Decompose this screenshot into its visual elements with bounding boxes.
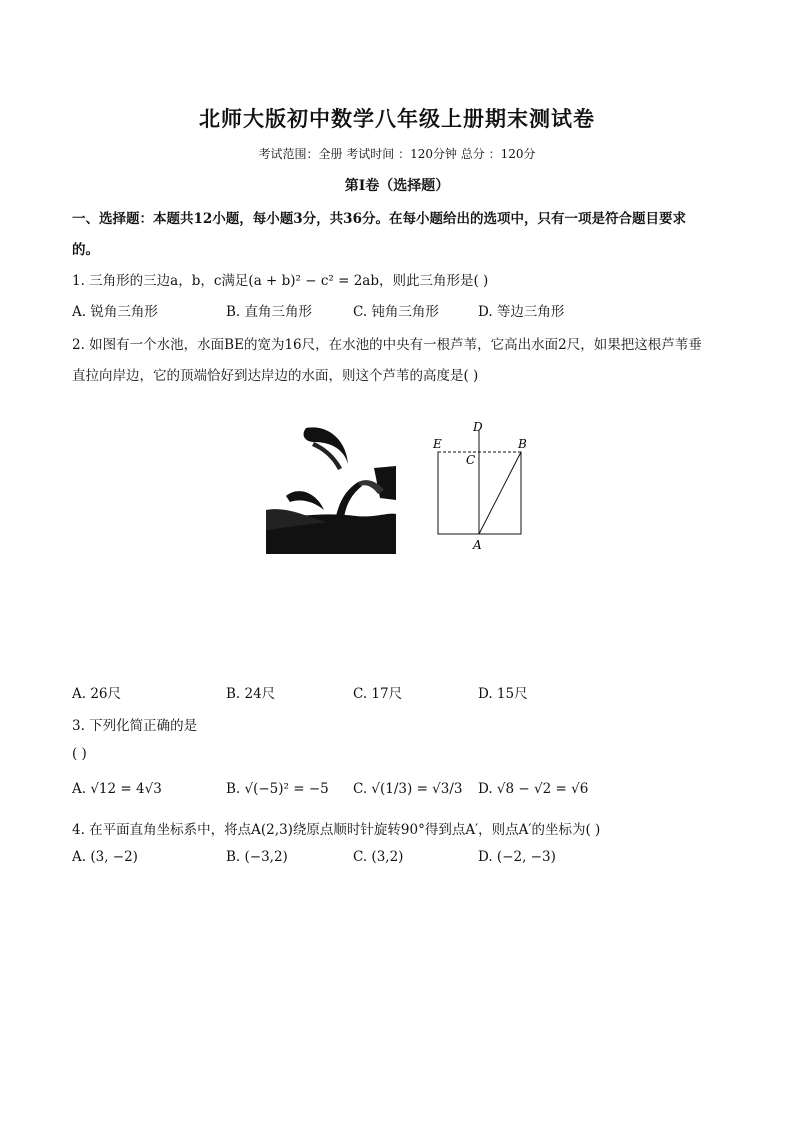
question-1-option-b: B. 直角三角形 — [226, 304, 313, 320]
question-4-stem: 4. 在平面直角坐标系中，将点A(2,3)绕原点顺时针旋转90°得到点A′，则点A′的坐标为( ) — [72, 822, 601, 838]
label-d: D — [473, 420, 483, 434]
question-3-stem-line1: 3. 下列化简正确的是 — [72, 718, 198, 734]
exam-meta: 考试范围：全册 考试时间 ：120分钟 总分 ：120分 — [258, 147, 536, 161]
pool-diagram — [425, 418, 540, 553]
question-2-option-d: D. 15尺 — [478, 686, 528, 702]
question-2-stem-line2: 直拉向岸边，它的顶端恰好到达岸边的水面，则这个芦苇的高度是( ) — [72, 368, 479, 384]
question-2-option-a: A. 26尺 — [72, 686, 122, 702]
question-1-option-c: C. 钝角三角形 — [353, 304, 439, 320]
question-1-option-a: A. 锐角三角形 — [72, 304, 158, 320]
question-2-option-b: B. 24尺 — [226, 686, 276, 702]
section-instructions-line1: 一、选择题：本题共12小题，每小题3分，共36分。在每小题给出的选项中，只有一项是符合题目要求 — [72, 211, 686, 227]
question-3-option-a: A. √12 = 4√3 — [72, 781, 162, 797]
label-b: B — [518, 437, 527, 451]
page-title: 北师大版初中数学八年级上册期末测试卷 — [199, 106, 595, 131]
question-3-stem-line2: ( ) — [72, 746, 87, 762]
question-2-stem-line1: 2. 如图有一个水池，水面BE的宽为16尺，在水池的中央有一根芦苇，它高出水面2尺，如果把这根芦苇垂 — [72, 337, 702, 353]
label-c: C — [466, 453, 476, 467]
question-4-option-b: B. (−3,2) — [226, 849, 288, 865]
question-4-option-a: A. (3, −2) — [72, 849, 138, 865]
reed-photo-image — [266, 420, 396, 554]
question-1-stem: 1. 三角形的三边a，b，c满足(a + b)² − c² = 2ab，则此三角形是( ) — [72, 273, 489, 289]
question-4-option-c: C. (3,2) — [353, 849, 404, 865]
label-a: A — [473, 538, 482, 552]
part-heading: 第I卷（选择题） — [344, 178, 450, 194]
question-1-option-d: D. 等边三角形 — [478, 304, 565, 320]
question-3-option-b: B. √(−5)² = −5 — [226, 781, 329, 797]
question-3-option-d: D. √8 − √2 = √6 — [478, 781, 589, 797]
question-4-option-d: D. (−2, −3) — [478, 849, 556, 865]
section-instructions-line2: 的。 — [72, 242, 99, 258]
question-2-option-c: C. 17尺 — [353, 686, 403, 702]
question-3-option-c: C. √(1/3) = √3/3 — [353, 781, 463, 797]
label-e: E — [433, 437, 442, 451]
